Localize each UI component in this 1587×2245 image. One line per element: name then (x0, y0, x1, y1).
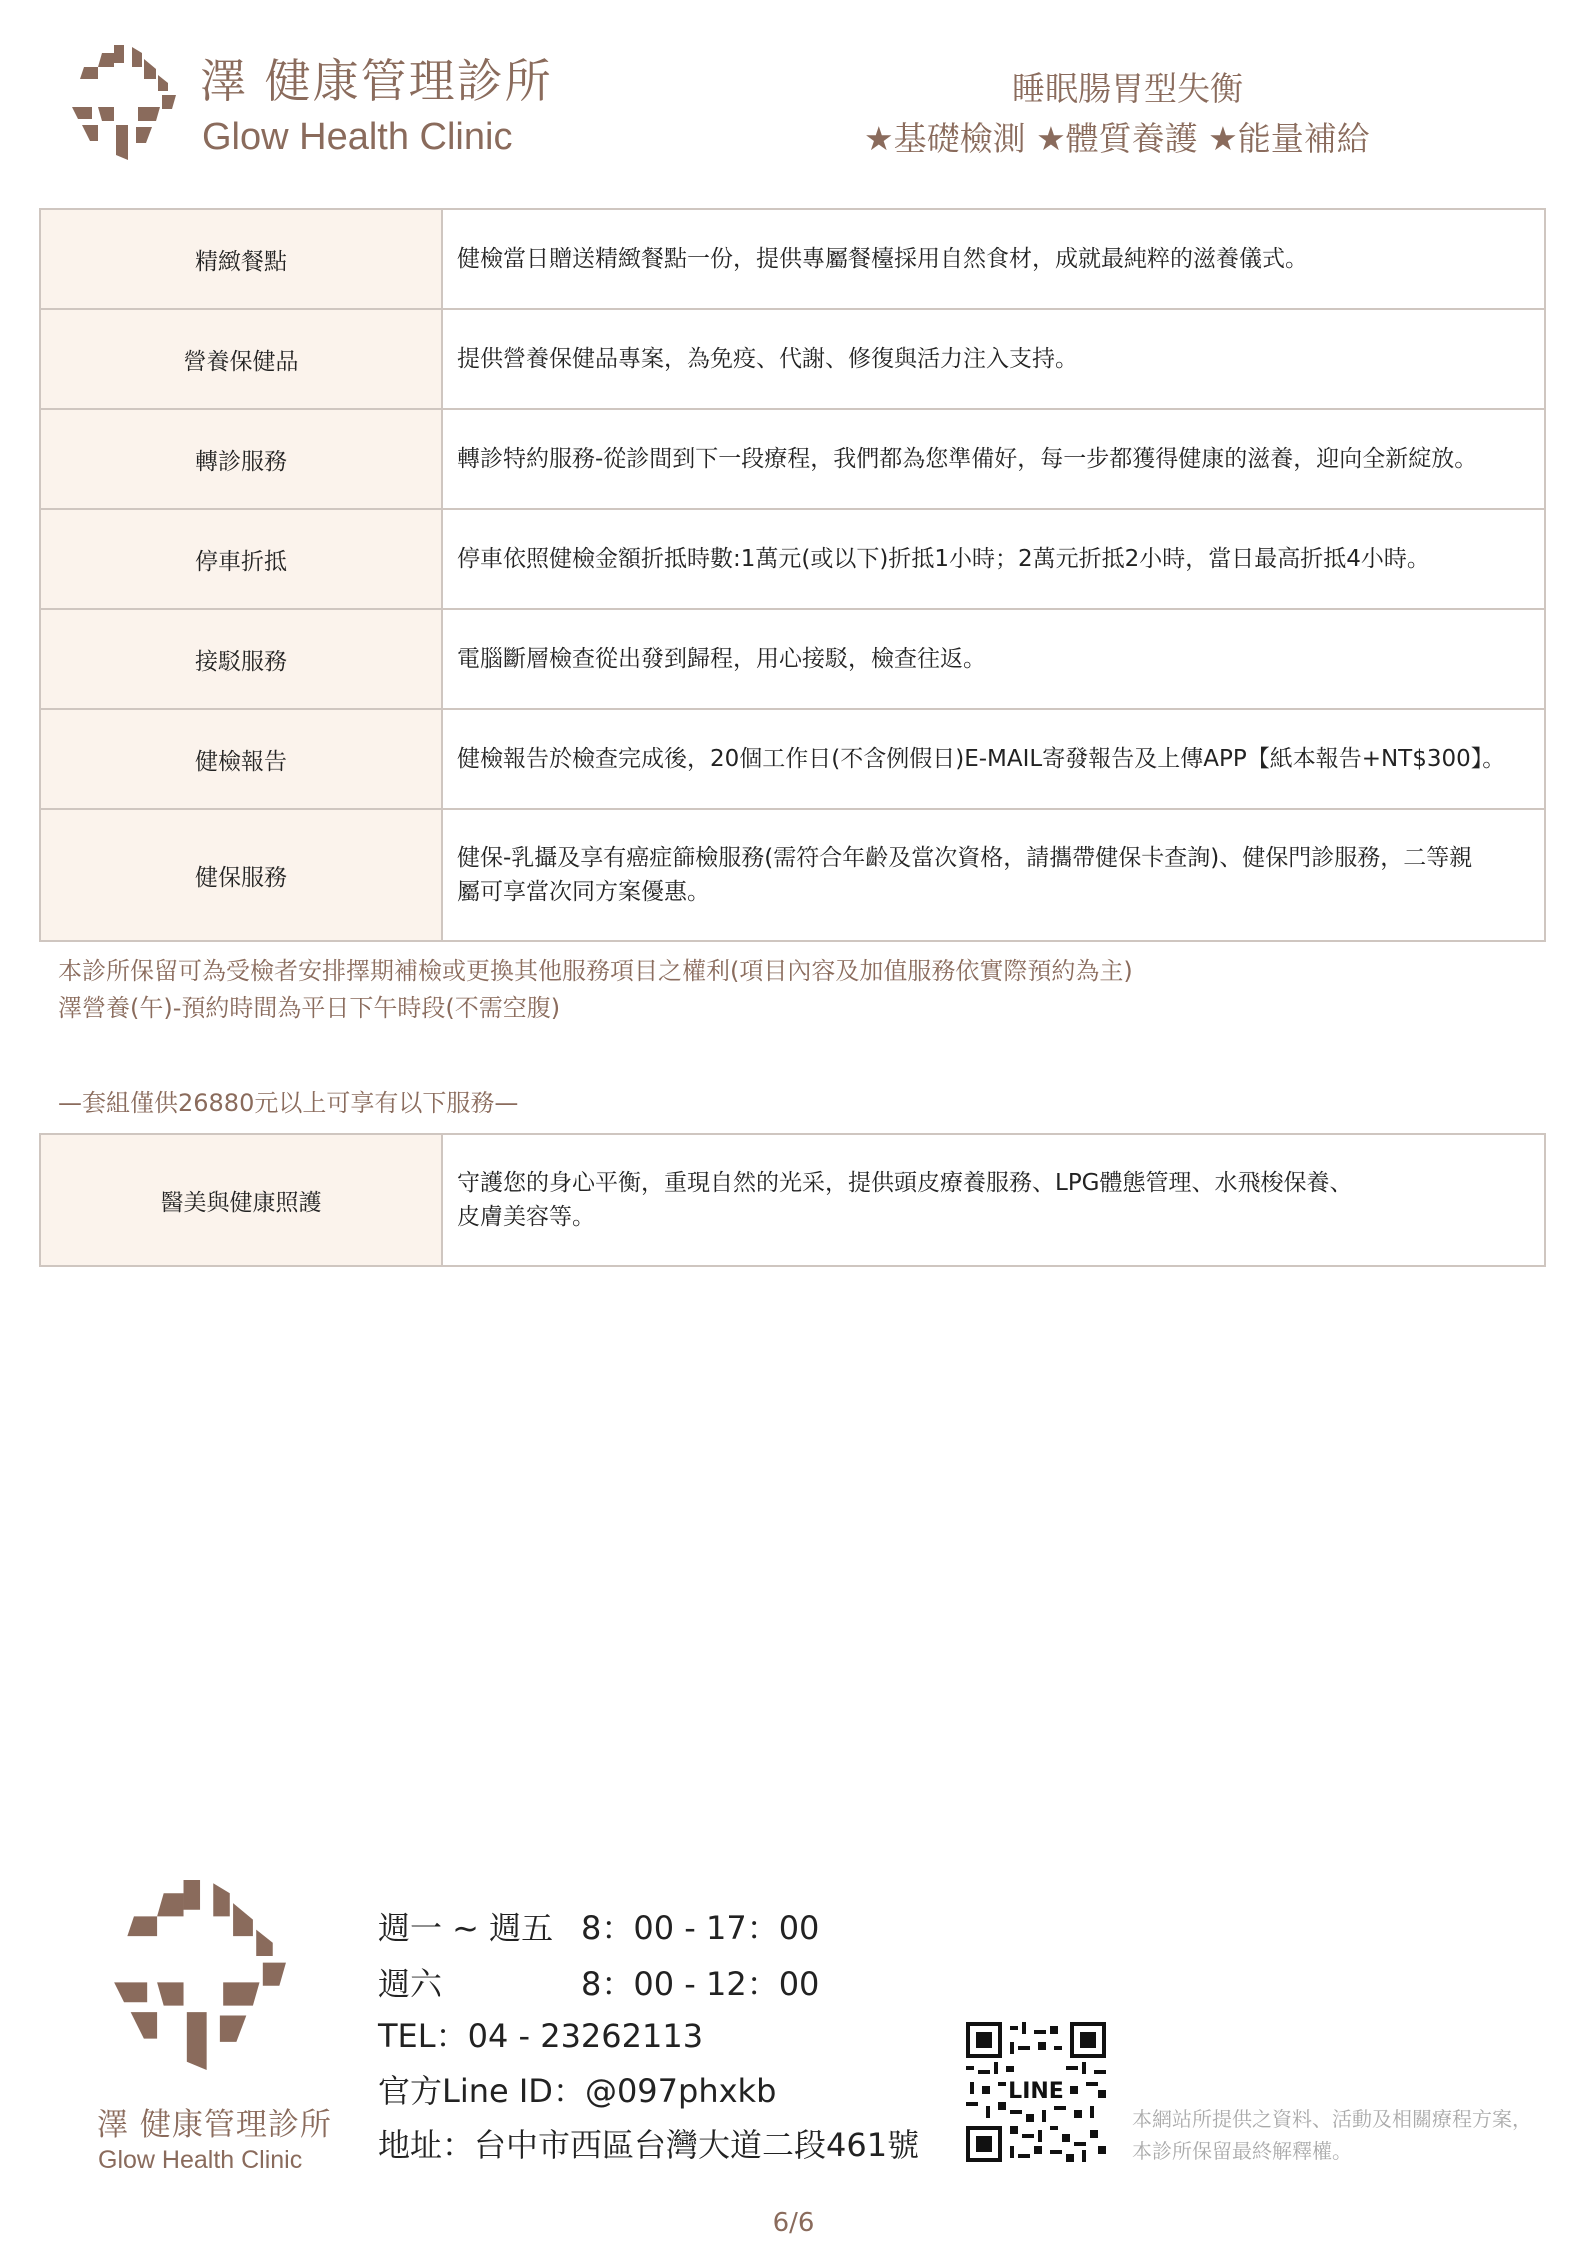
service-description: 提供營養保健品專案，為免疫、代謝、修復與活力注入支持。 (442, 309, 1545, 409)
service-label: 停車折抵 (40, 509, 442, 609)
service-label: 轉診服務 (40, 409, 442, 509)
service-label: 營養保健品 (40, 309, 442, 409)
service-description: 轉診特約服務-從診間到下一段療程，我們都為您準備好，每一步都獲得健康的滋養，迎向全新綻放。 (442, 409, 1545, 509)
header-brand-english: Glow Health Clinic (202, 116, 513, 158)
table-row (40, 309, 1545, 409)
line-qr-code[interactable] (966, 2022, 1106, 2162)
service-label: 健檢報告 (40, 709, 442, 809)
header-brand-name: 澤 健康管理診所 (200, 54, 553, 108)
telephone: TEL：04 - 23262113 (378, 2017, 704, 2055)
saturday-hours: 8：00 - 12：00 (581, 1965, 820, 2003)
service-description-line: 皮膚美容等。 (457, 1204, 595, 1230)
table-row (40, 1134, 1545, 1266)
weekday-hours: 8：00 - 17：00 (581, 1909, 820, 1947)
disclaimer (1132, 2103, 1532, 2167)
service-description: 停車依照健檢金額折抵時數:1萬元(或以下)折抵1小時；2萬元折抵2小時，當日最高折抵4小時。 (442, 509, 1545, 609)
service-description: 電腦斷層檢查從出發到歸程，用心接駁，檢查往返。 (442, 609, 1545, 709)
qr-line-label: LINE (1008, 2079, 1064, 2104)
table-row (40, 509, 1545, 609)
service-description-line: 健保-乳攝及享有癌症篩檢服務(需符合年齡及當次資格，請攜帶健保卡查詢)、健保門診服務，二等親 (457, 845, 1473, 871)
service-description (442, 809, 1545, 941)
service-label: 健保服務 (40, 809, 442, 941)
weekday-hours-row (378, 1909, 820, 1947)
footer-logo-mark (110, 1880, 300, 2070)
reservation-note: 本診所保留可為受檢者安排擇期補檢或更換其他服務項目之權利(項目內容及加值服務依實際預約為主) (58, 957, 1133, 985)
service-description-line: 屬可享當次同方案優惠。 (457, 879, 710, 905)
premium-section-title: —套組僅供26880元以上可享有以下服務— (58, 1089, 519, 1117)
service-description: 健檢當日贈送精緻餐點一份，提供專屬餐檯採用自然食材，成就最純粹的滋養儀式。 (442, 209, 1545, 309)
header-subtitle-type: 睡眠腸胃型失衡 (1012, 69, 1243, 108)
nutrition-note: 澤營養(午)-預約時間為平日下午時段(不需空腹) (58, 994, 561, 1022)
table-row (40, 209, 1545, 309)
service-label: 醫美與健康照護 (40, 1134, 442, 1266)
clinic-logo-mark (72, 45, 182, 160)
line-id: 官方Line ID：@097phxkb (378, 2072, 777, 2110)
table-row (40, 409, 1545, 509)
service-description-line: 守護您的身心平衡，重現自然的光采，提供頭皮療養服務、LPG體態管理、水飛梭保養、 (457, 1170, 1353, 1196)
footer-brand-name: 澤 健康管理診所 (97, 2107, 332, 2143)
saturday-label: 週六 (378, 1965, 443, 2003)
premium-services-table (39, 1133, 1546, 1267)
table-row (40, 709, 1545, 809)
saturday-hours-row (378, 1965, 820, 2003)
service-label: 精緻餐點 (40, 209, 442, 309)
services-table (39, 208, 1546, 942)
disclaimer-line: 本診所保留最終解釋權。 (1132, 2139, 1352, 2163)
table-row (40, 809, 1545, 941)
header-subtitle-features: ★基礎檢測 ★體質養護 ★能量補給 (864, 119, 1370, 158)
table-row (40, 609, 1545, 709)
address: 地址：台中市西區台灣大道二段461號 (378, 2126, 920, 2164)
service-label: 接駁服務 (40, 609, 442, 709)
weekday-label: 週一 ~ 週五 (378, 1909, 554, 1947)
disclaimer-line: 本網站所提供之資料、活動及相關療程方案， (1132, 2107, 1532, 2131)
footer-brand-english: Glow Health Clinic (98, 2146, 303, 2174)
service-description: 健檢報告於檢查完成後，20個工作日(不含例假日)E-MAIL寄發報告及上傳APP【紙本報告+NT$300】。 (442, 709, 1545, 809)
page-number: 6/6 (772, 2208, 815, 2238)
service-description (442, 1134, 1545, 1266)
